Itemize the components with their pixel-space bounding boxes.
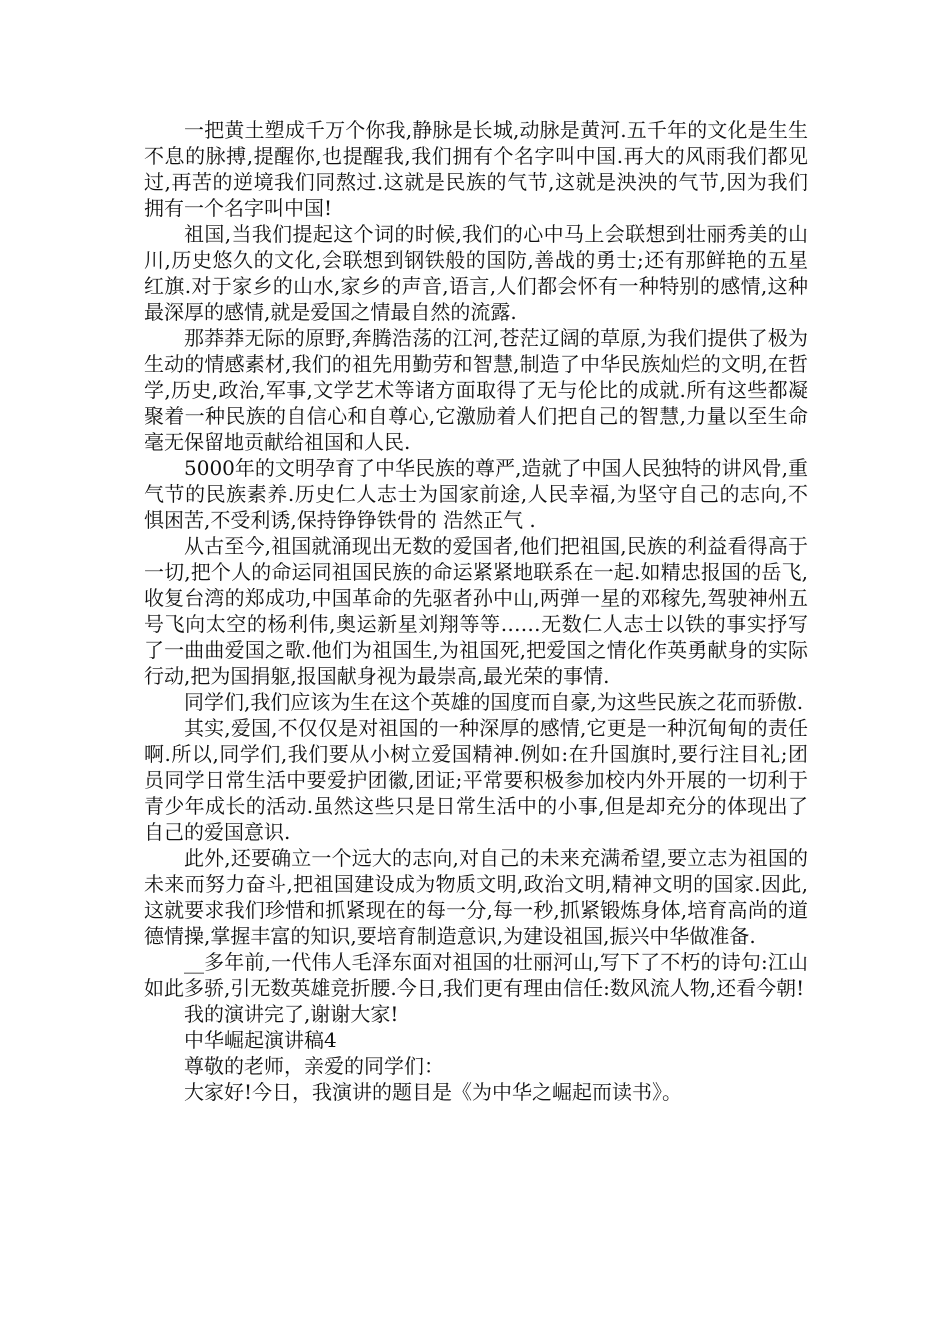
- document-body: [144, 117, 808, 1105]
- paragraph-8: 此外,还要确立一个远大的志向,对自己的未来充满希望,要立志为祖国的未来而努力奋斗,把祖国建设成为物质文明,政治文明,精神文明的国家.因此,这就要求我们珍惜和抓紧现在的每一分,每一秒,抓紧锻炼身体,培育高尚的道德情操,掌握丰富的知识,要培育制造意识,为建设祖国,振兴中华做准备.: [144, 846, 808, 948]
- closing-line: 我的演讲完了,谢谢大家!: [184, 1002, 399, 1026]
- paragraph-9: __多年前,一代伟人毛泽东面对祖国的壮丽河山,写下了不朽的诗句:江山如此多骄,引无数英雄竞折腰.今日,我们更有理由信任:数风流人物,还看今朝!: [144, 950, 808, 1000]
- paragraph-6: 同学们,我们应该为生在这个英雄的国度而自豪,为这些民族之花而骄傲.: [184, 690, 804, 714]
- paragraph-1: 一把黄土塑成千万个你我,静脉是长城,动脉是黄河.五千年的文化是生生不息的脉搏,提醒你,也提醒我,我们拥有个名字叫中国.再大的风雨我们都见过,再苦的逆境我们同熬过.这就是民族的气节,这就是泱泱的气节,因为我们拥有一个名字叫中国!: [144, 118, 808, 220]
- opening-line: 大家好!今日，我演讲的题目是《为中华之崛起而读书》。: [184, 1080, 683, 1104]
- paragraph-2: 祖国,当我们提起这个词的时候,我们的心中马上会联想到壮丽秀美的山川,历史悠久的文化,会联想到钢铁般的国防,善战的勇士;还有那鲜艳的五星红旗.对于家乡的山水,家乡的声音,语言,人们都会怀有一种特别的感情,这种最深厚的感情,就是爱国之情最自然的流露.: [144, 222, 808, 324]
- next-speech-title: 中华崛起演讲稿4: [184, 1028, 337, 1052]
- paragraph-3: 那莽莽无际的原野,奔腾浩荡的江河,苍茫辽阔的草原,为我们提供了极为生动的情感素材,我们的祖先用勤劳和智慧,制造了中华民族灿烂的文明,在哲学,历史,政治,军事,文学艺术等诸方面取得了无与伦比的成就.所有这些都凝聚着一种民族的自信心和自尊心,它激励着人们把自己的智慧,力量以至生命毫无保留地贡献给祖国和人民.: [144, 326, 808, 454]
- salutation-line: 尊敬的老师，亲爱的同学们：: [184, 1054, 444, 1078]
- paragraph-4: 5000年的文明孕育了中华民族的尊严,造就了中国人民独特的讲风骨,重气节的民族素养.历史仁人志士为国家前途,人民幸福,为坚守自己的志向,不惧困苦,不受利诱,保持铮铮铁骨的 浩然正气 .: [144, 456, 808, 532]
- paragraph-7: 其实,爱国,不仅仅是对祖国的一种深厚的感情,它更是一种沉甸甸的责任啊.所以,同学们,我们要从小树立爱国精神.例如:在升国旗时,要行注目礼;团员同学日常生活中要爱护团徽,团证;平常要积极参加校内外开展的一切利于青少年成长的活动.虽然这些只是日常生活中的小事,但是却充分的体现出了自己的爱国意识.: [144, 716, 808, 844]
- paragraph-5: 从古至今,祖国就涌现出无数的爱国者,他们把祖国,民族的利益看得高于一切,把个人的命运同祖国民族的命运紧紧地联系在一起.如精忠报国的岳飞,收复台湾的郑成功,中国革命的先驱者孙中山,两弹一星的邓稼先,驾驶神州五号飞向太空的杨利伟,奥运新星刘翔等等……无数仁人志士以铁的事实抒写了一曲曲爱国之歌.他们为祖国生,为祖国死,把爱国之情化作英勇献身的实际行动,把为国捐躯,报国献身视为最崇高,最光荣的事情.: [144, 534, 808, 688]
